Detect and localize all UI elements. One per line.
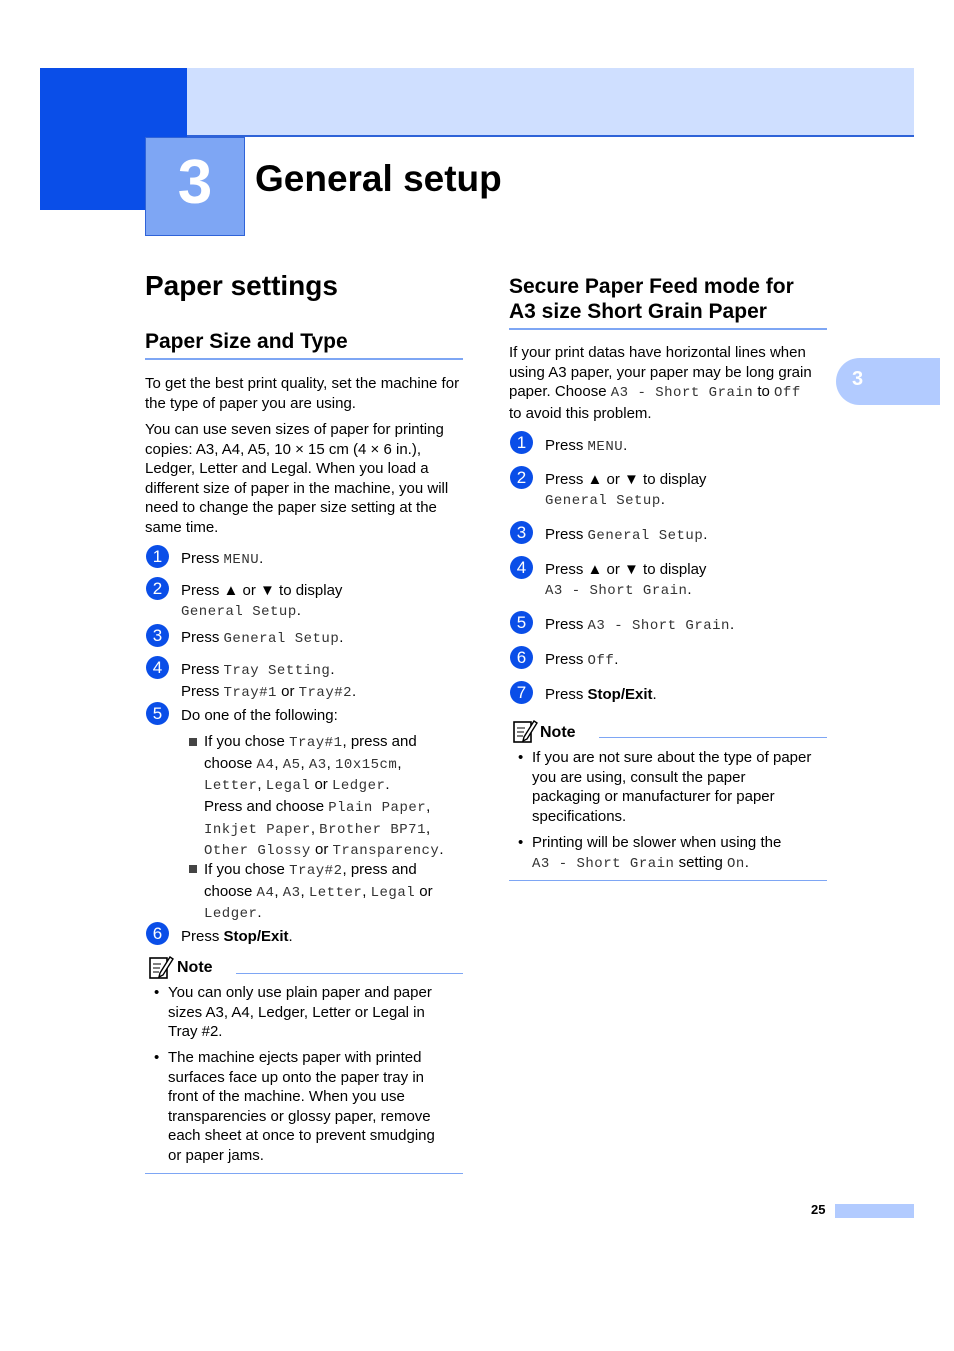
step-text: Press ▲ or ▼ to display General Setup. [545,471,707,509]
chapter-number: 3 [177,148,213,217]
sizes-paragraph: You can use seven sizes of paper for printing copies: A3, A4, A5, 10 × 15 cm (4 × 6 in.), Ledger, Letter and Legal. When you load a different size of paper in the machine, you will need to change the paper size setting at the same time. [145,421,449,536]
note-end-rule [509,880,827,881]
bullet-dot: • [518,749,524,766]
note-rule [599,737,827,738]
sub-option-tray1: If you chose Tray#1, press and choose A4, A5, A3, 10x15cm, Letter, Legal or Ledger. [204,733,417,794]
note-rule [236,973,463,974]
step-number: 1 [510,431,533,454]
note-end-rule [145,1173,463,1174]
step-number: 3 [510,521,533,544]
step-text: Press ▲ or ▼ to display A3 - Short Grain. [545,561,707,599]
step-text: Press MENU. [545,437,628,455]
note-item: Printing will be slower when using the A3 - Short Grain setting On. [532,834,782,872]
step-number: 6 [510,646,533,669]
note-pencil-icon [148,954,174,980]
step-number: 4 [510,556,533,579]
step-number: 7 [510,681,533,704]
step-text: Do one of the following: [181,707,338,724]
step-text: Press General Setup. [181,629,344,647]
step-number: 5 [146,702,169,725]
header-rule [187,135,914,137]
square-bullet-icon [189,865,197,873]
step-number: 2 [146,577,169,600]
step-number: 2 [510,466,533,489]
step-text: Press Stop/Exit. [545,686,657,703]
bullet-dot: • [154,984,160,1001]
step-text: Press Tray Setting. Press Tray#1 or Tray#2. [181,661,357,701]
subsection-rule [145,358,463,360]
subsection-title: Paper Size and Type [145,330,348,353]
step-number: 6 [146,922,169,945]
footer-bar [835,1204,914,1218]
step-text: Press Stop/Exit. [181,928,293,945]
chapter-title: General setup [255,158,502,199]
note-label: Note [177,959,213,976]
step-text: Press ▲ or ▼ to display General Setup. [181,582,343,620]
bullet-dot: • [154,1049,160,1066]
right-section-rule [509,328,827,330]
step-text: Press Off. [545,651,619,669]
note-label: Note [540,724,576,741]
note-pencil-icon [512,718,538,744]
step-number: 5 [510,611,533,634]
step-text: Press MENU. [181,550,264,568]
step-number: 3 [146,624,169,647]
step-number: 4 [146,656,169,679]
note-item: If you are not sure about the type of paper you are using, consult the paper packaging or manufacturer for paper specifications. [532,749,812,825]
sub-option-paper-type: Press and choose Plain Paper, Inkjet Paper, Brother BP71, Other Glossy or Transparency. [204,798,444,859]
step-number: 1 [146,545,169,568]
intro-paragraph: To get the best print quality, set the machine for the type of paper you are using. [145,375,460,412]
right-intro-paragraph: If your print datas have horizontal lines when using A3 paper, your paper may be long grain paper. Choose A3 - Short Grain to Off to avoid this problem. [509,344,812,422]
step-text: Press A3 - Short Grain. [545,616,735,634]
sub-option-tray2: If you chose Tray#2, press and choose A4, A3, Letter, Legal or Ledger. [204,861,433,922]
note-item: The machine ejects paper with printed surfaces face up onto the paper tray in front of the machine. When you use transparencies or glossy paper, remove each sheet at once to prevent smudging or paper jams. [168,1049,435,1164]
bullet-dot: • [518,834,524,851]
page-number: 25 [811,1202,826,1217]
right-section-title: Secure Paper Feed mode for A3 size Short Grain Paper [509,275,794,323]
square-bullet-icon [189,738,197,746]
section-title: Paper settings [145,270,338,301]
step-text: Press General Setup. [545,526,708,544]
note-item: You can only use plain paper and paper sizes A3, A4, Ledger, Letter or Legal in Tray #2. [168,984,432,1040]
header-band [187,68,914,136]
chapter-side-tab-number: 3 [852,368,864,390]
